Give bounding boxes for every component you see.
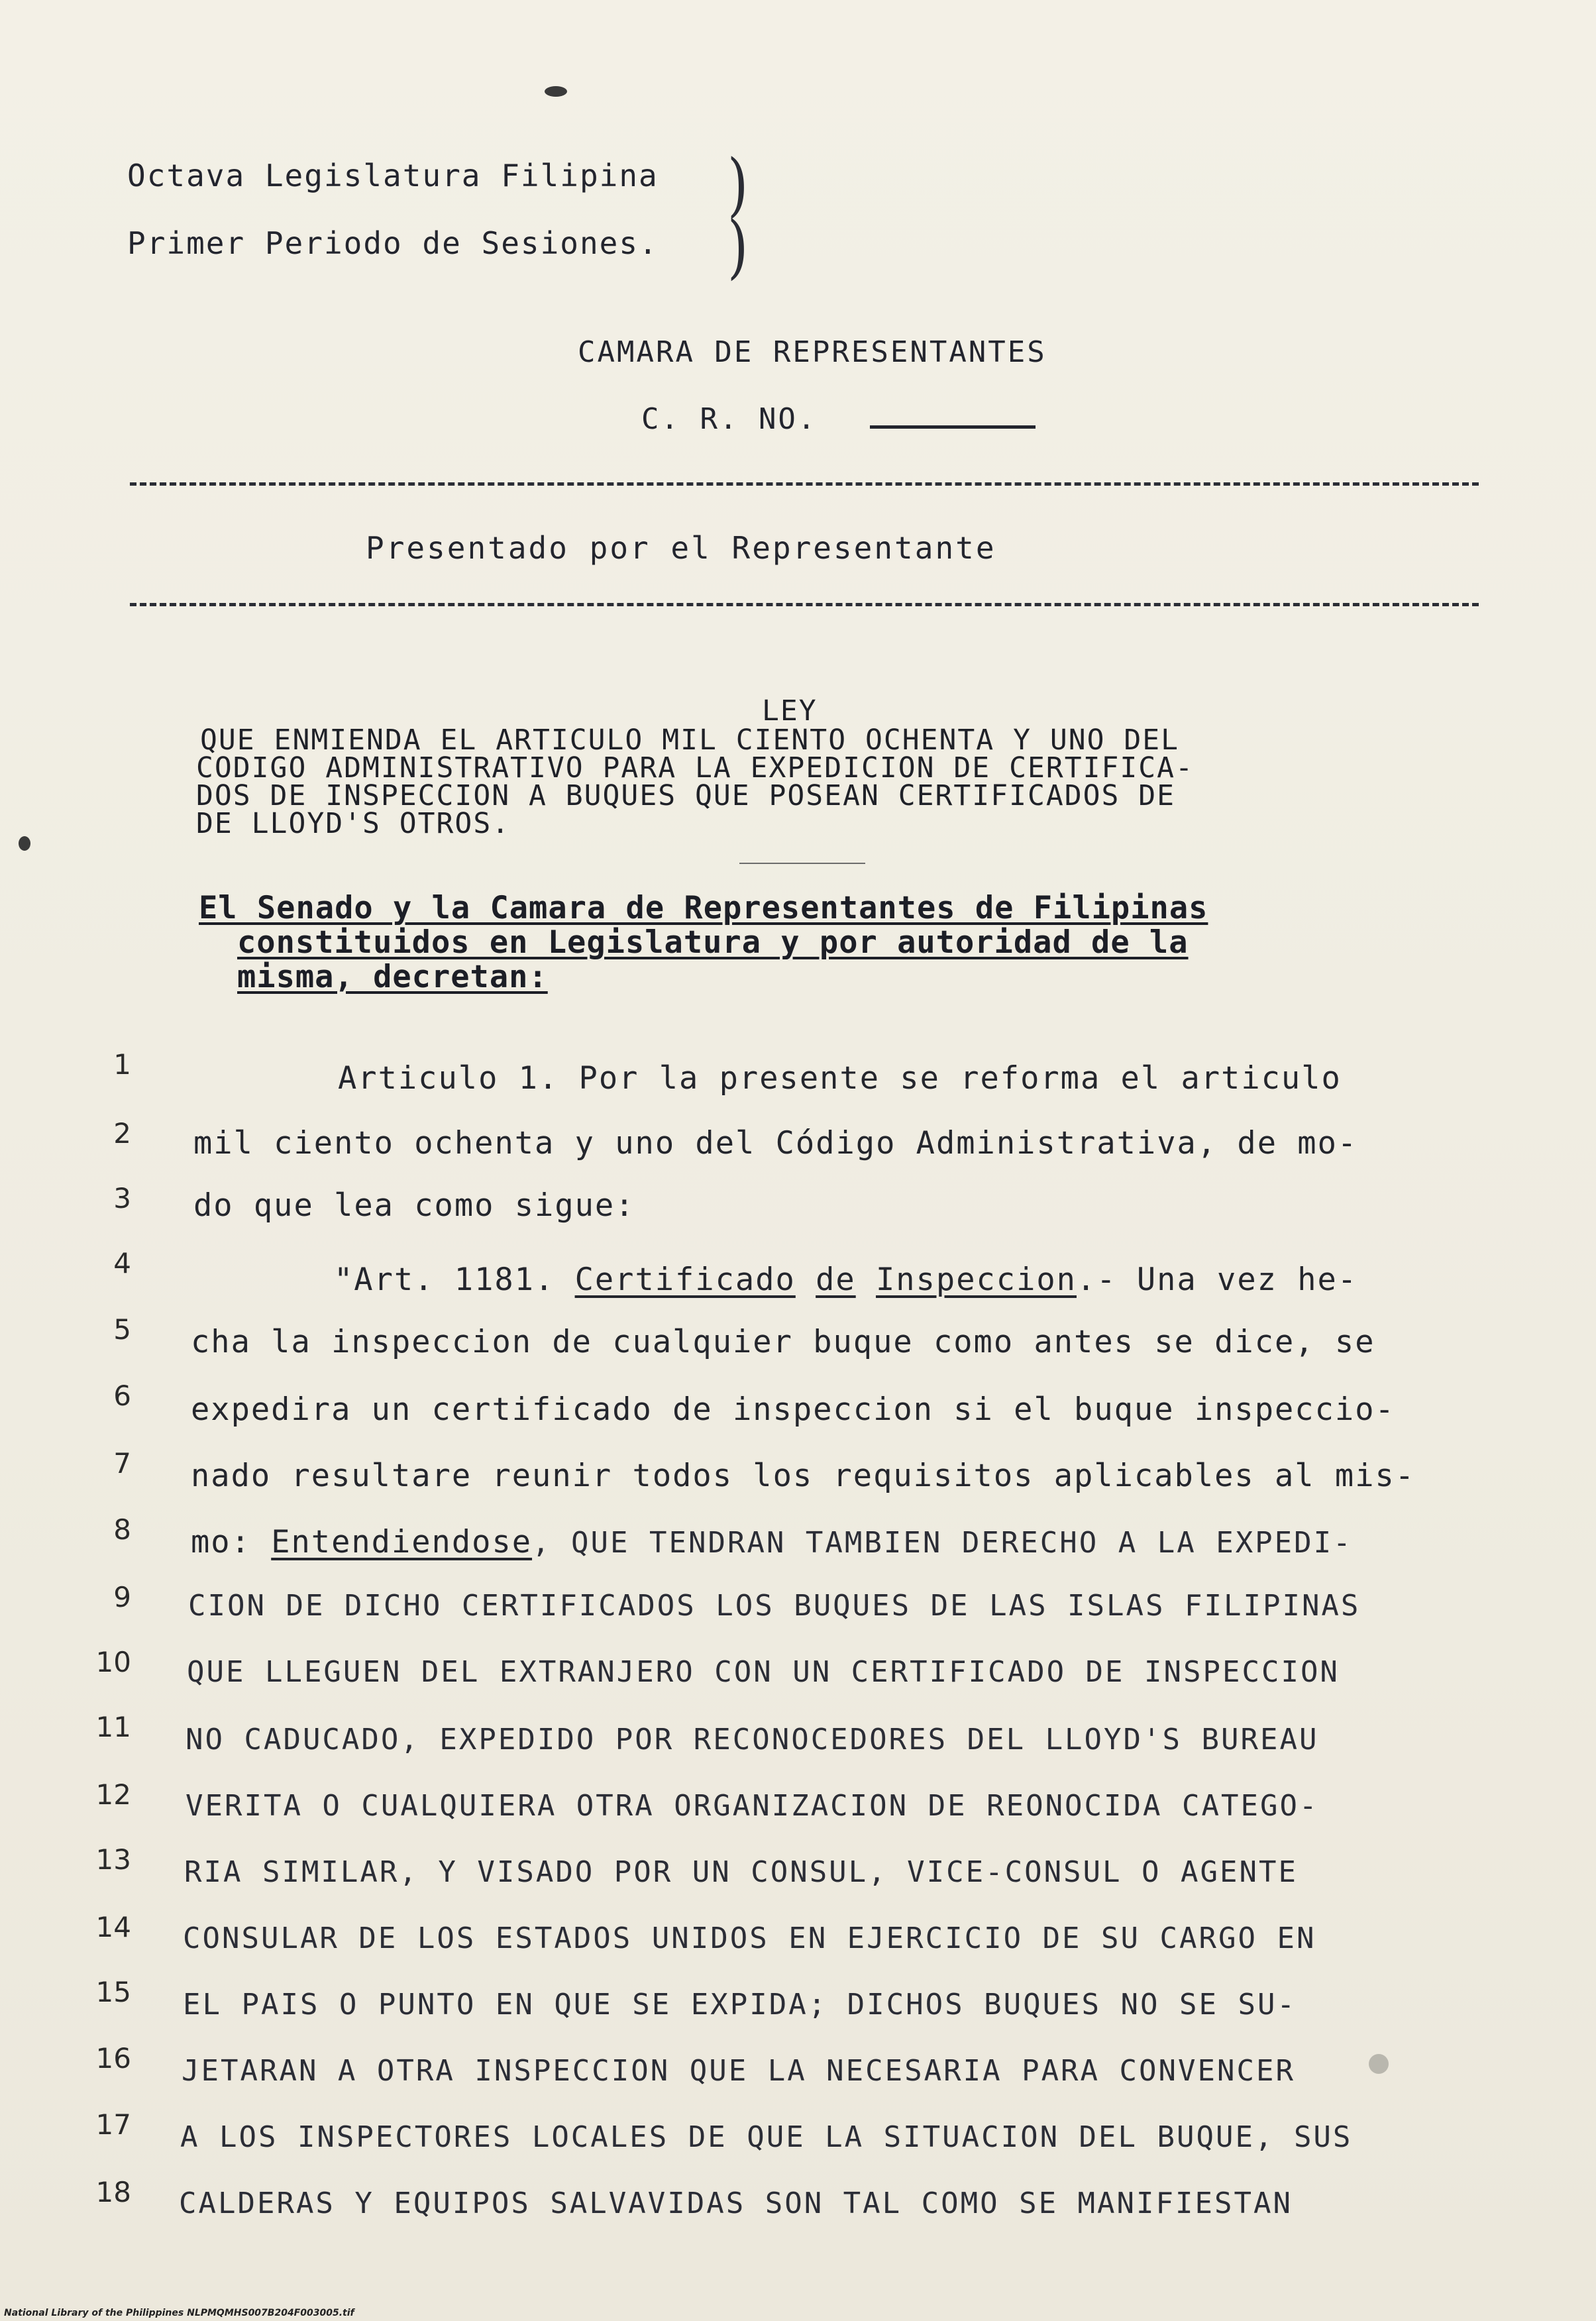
brace-mark: ) <box>727 207 749 287</box>
ink-smudge <box>545 86 567 97</box>
enacting-line: El Senado y la Camara de Representantes de Filipinas <box>199 890 1208 926</box>
line-number: 3 <box>113 1182 131 1214</box>
enacting-clause <box>199 891 1208 995</box>
body-line: mil ciento ochenta y uno del Código Administrativa, de mo- <box>193 1125 1358 1161</box>
line-number: 12 <box>95 1778 131 1811</box>
body-line: EL PAIS O PUNTO EN QUE SE EXPIDA; DICHOS BUQUES NO SE SU- <box>183 1988 1297 2022</box>
line-number: 6 <box>113 1379 131 1412</box>
brace-mark: ) <box>727 144 749 225</box>
line-number: 1 <box>113 1048 131 1081</box>
body-line: mo: Entendiendose, QUE TENDRAN TAMBIEN DERECHO A LA EXPEDI- <box>191 1524 1353 1560</box>
line-number: 16 <box>95 2042 131 2075</box>
body-line: cha la inspeccion de cualquier buque como antes se dice, se <box>191 1324 1375 1360</box>
body-line: JETARAN A OTRA INSPECCION QUE LA NECESARIA PARA CONVENCER <box>182 2054 1295 2088</box>
body-line: CION DE DICHO CERTIFICADOS LOS BUQUES DE LAS ISLAS FILIPINAS <box>188 1589 1361 1623</box>
line-number: 9 <box>113 1581 131 1613</box>
body-line: QUE LLEGUEN DEL EXTRANJERO CON UN CERTIFICADO DE INSPECCION <box>187 1655 1340 1689</box>
divider <box>130 603 1479 606</box>
line-number: 17 <box>95 2108 131 2141</box>
body-line: CONSULAR DE LOS ESTADOS UNIDOS EN EJERCICIO DE SU CARGO EN <box>183 1921 1316 1955</box>
enacting-line: misma, decretan: <box>237 959 548 995</box>
law-title-line: DE LLOYD'S OTROS. <box>196 807 511 840</box>
line-number: 4 <box>113 1247 131 1279</box>
law-title-line: QUE ENMIENDA EL ARTICULO MIL CIENTO OCHENTA Y UNO DEL <box>200 724 1180 757</box>
underlined-term: Entendiendose <box>271 1524 533 1560</box>
body-line: Articulo 1. Por la presente se reforma el articulo <box>338 1060 1342 1097</box>
line-number: 2 <box>113 1117 131 1150</box>
bill-number-label: C. R. NO. <box>641 402 818 436</box>
line-number: 15 <box>95 1976 131 2008</box>
body-line: do que lea como sigue: <box>193 1187 635 1224</box>
session-name: Primer Periodo de Sesiones. <box>127 225 659 261</box>
line-number: 14 <box>95 1911 131 1943</box>
paper-stain <box>1369 2054 1389 2074</box>
line-number: 5 <box>113 1313 131 1346</box>
law-heading: LEY <box>762 694 818 728</box>
legislature-name: Octava Legislatura Filipina <box>127 158 659 193</box>
line-number: 18 <box>95 2176 131 2208</box>
line-number: 11 <box>95 1711 131 1743</box>
body-line: CALDERAS Y EQUIPOS SALVAVIDAS SON TAL COMO SE MANIFIESTAN <box>179 2186 1293 2220</box>
body-line: A LOS INSPECTORES LOCALES DE QUE LA SITUACION DEL BUQUE, SUS <box>180 2120 1353 2154</box>
body-line: VERITA O CUALQUIERA OTRA ORGANIZACION DE REONOCIDA CATEGO- <box>186 1789 1319 1823</box>
underlined-term: Inspeccion <box>876 1262 1077 1298</box>
line-number: 13 <box>95 1843 131 1876</box>
bill-number <box>641 400 1036 436</box>
body-line: expedira un certificado de inspeccion si el buque inspeccio- <box>191 1391 1395 1428</box>
body-line: "Art. 1181. Certificado de Inspeccion.- Una vez he- <box>334 1262 1358 1298</box>
scan-footer: National Library of the Philippines NLPMQMHS007B204F003005.tif <box>4 2308 354 2318</box>
law-title-line: CODIGO ADMINISTRATIVO PARA LA EXPEDICION DE CERTIFICA- <box>196 751 1194 784</box>
underlined-term: de <box>816 1262 856 1298</box>
line-number: 7 <box>113 1447 131 1480</box>
body-line: NO CADUCADO, EXPEDIDO POR RECONOCEDORES DEL LLOYD'S BUREAU <box>186 1723 1319 1756</box>
body-line: RIA SIMILAR, Y VISADO POR UN CONSUL, VICE-CONSUL O AGENTE <box>184 1855 1298 1889</box>
ink-smudge <box>19 836 30 851</box>
enacting-line: constituidos en Legislatura y por autoridad de la <box>237 924 1189 961</box>
chamber-title: CAMARA DE REPRESENTANTES <box>578 335 1047 369</box>
law-title <box>196 724 1194 840</box>
divider <box>130 482 1479 486</box>
underlined-term: Certificado <box>574 1262 796 1298</box>
body-line: nado resultare reunir todos los requisitos aplicables al mis- <box>191 1458 1416 1494</box>
pencil-mark <box>739 863 865 864</box>
presenter-line: Presentado por el Representante <box>366 530 996 566</box>
line-number: 10 <box>95 1646 131 1678</box>
line-number: 8 <box>113 1513 131 1546</box>
bill-number-blank <box>870 400 1036 429</box>
law-title-line: DOS DE INSPECCION A BUQUES QUE POSEAN CERTIFICADOS DE <box>196 779 1176 812</box>
